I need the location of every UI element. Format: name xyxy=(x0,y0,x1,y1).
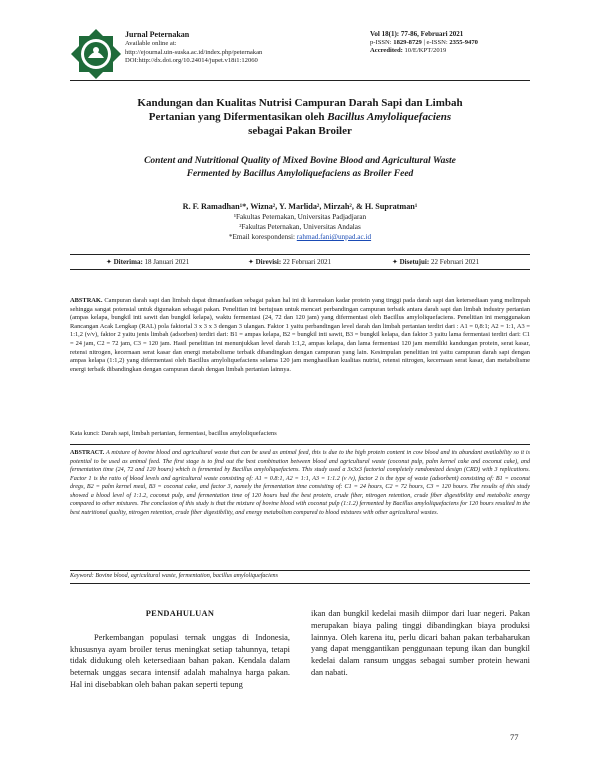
journal-url[interactable]: http://ejournal.uin-suska.ac.id/index.php/peternakan xyxy=(125,48,263,56)
article-dates xyxy=(70,254,530,270)
keywords-english: Keyword: Bovine blood, agricultural waste, fermentation, bacillus amyloliquefaciens xyxy=(70,573,278,579)
abstract-divider-top xyxy=(70,444,530,445)
page-number: 77 xyxy=(510,732,519,742)
doi-link[interactable]: DOI:http://dx.doi.org/10.24014/jupet.v18i1:12060 xyxy=(125,57,258,65)
accreditation-line: Accredited: 10/E/KPT/2019 xyxy=(370,47,447,55)
abstract-divider-bottom xyxy=(70,583,530,584)
diamond-bullet-icon: ✦ xyxy=(248,258,256,266)
issue-info xyxy=(370,30,478,56)
issn-line: p-ISSN: 1829-8729 | e-ISSN: 2355-9470 xyxy=(370,38,478,46)
journal-title: Jurnal Peternakan xyxy=(125,30,190,39)
email-link[interactable]: rahmad.fani@unpad.ac.id xyxy=(296,233,372,241)
affiliation-1: ¹Fakultas Peternakan, Universitas Padjadjaran xyxy=(233,213,367,221)
body-column-right xyxy=(311,608,530,679)
volume-info: Vol 18(1): 77-86, Februari 2021 xyxy=(370,30,464,38)
accepted-date: ✦ Disetujui: 22 Februari 2021 xyxy=(392,258,480,266)
header-rule xyxy=(70,80,530,81)
revised-date: ✦ Direvisi: 22 Februari 2021 xyxy=(248,258,332,266)
abstract-english: ABSTRACT. A mixture of bovine blood and agricultural waste that can be used as animal feed, this is due to the high protein content in cow blood and its abundant availability so it is potential to be used as animal feed. The first stage is to find out the best combination between blood and agricultural waste (coconut pulp, palm kernel cake and coconut cake), and fermentation time (24, 72 and 120 hours) which is fermented by Bacillus amyloliquefaciens. This study used a 3x3x3 factorial completely randomized design (CRD) with 3 replications. Factor 1 is the ratio of blood levels and agricultural waste consisting of: A1 = 0.8:1, A2 = 1:1, A3 = 1:1.2 (v /v), factor 2 is the type of waste (adsorbent) consisting of: B1 = coconut dregs, B2 = palm kernel meal, B3 = coconut cake, and factor 3, namely the fermentation time consisting of: C1 = 24 hours, C2 = 72 hours, C3 = 120 hours. The results of this study showed a blood level of 1:1.2, coconut pulp, and fermentation time of 120 hours had the best protein, crude fiber, nitrogen retention, crude fiber digestibility and metabolic energy compared to other mixtures. The conclusion of this study is that the mixture of bovine blood with coconut pulp (1:1.2) fermented by Bacillus amyloliquefaciens for 120 hours resulted in the best nutritional quality, nitrogen retention, crude fiber digestibility, and energy metabolism compared to blood mixtures with other agricultural wastes. xyxy=(70,450,530,516)
journal-logo-icon xyxy=(70,28,122,80)
section-heading: PENDAHULUAN xyxy=(145,609,215,618)
kata-kunci: Kata kunci: Darah sapi, limbah pertanian, fermentasi, bacillus amyloliquefaciens xyxy=(70,430,277,437)
intro-paragraph-left: Perkembangan populasi ternak unggas di Indonesia, khususnya ayam broiler terus meningkat setiap tahunnya, tetapi tidak didukung oleh ketersediaan bahan pakan. Kendala dalam beternak unggas secara intensif adalah mahalnya harga pakan. Hal ini disebabkan oleh bahan pakan seperti tepung xyxy=(70,632,290,689)
journal-info xyxy=(125,30,262,66)
correspondence-email: *Email korespondensi: rahmad.fani@unpad.ac.id xyxy=(228,233,372,241)
affiliation-2: ²Fakultas Peternakan, Universitas Andalas xyxy=(239,223,361,231)
intro-paragraph-right: ikan dan bungkil kedelai masih diimpor dari luar negeri. Pakan merupakan biaya paling tinggi dibandingkan biaya produksi lainnya. Oleh karena itu, perlu dicari bahan pakan terbaharukan yang dapat menggantikan penggunaan tepung ikan dan bungkil kedelai dalam ransum unggas sebagai sumber protein hewani dan nabati. xyxy=(311,609,530,677)
available-online: Available online at: xyxy=(125,40,177,47)
diamond-bullet-icon: ✦ xyxy=(392,258,400,266)
title-english: Content and Nutritional Quality of Mixed Bovine Blood and Agricultural Waste Fermented by Bacillus Amyloliquefaciens as Broiler Feed xyxy=(144,156,456,179)
received-date: ✦ Diterima: 18 Januari 2021 xyxy=(106,258,190,266)
abstract-divider-mid xyxy=(70,570,530,571)
diamond-bullet-icon: ✦ xyxy=(106,258,114,266)
author-list: R. F. Ramadhan¹*, Wizna², Y. Marlida², Mirzah², & H. Supratman¹ xyxy=(182,202,418,211)
abstrak-indonesian: ABSTRAK. Campuran darah sapi dan limbah dapat dimanfaatkan sebagai pakan hal ini di karenakan kadar protein yang tinggi pada darah sapi dan ketersediaan yang melimpah sehingga sangat potensial untuk digunakan sebagai pakan. Penelitian ini bertujuan untuk mencari perbandingan campuran terbaik antara darah sapi dan limbah industry pertanian (ampas kelapa, bungkil inti sawit dan bungkil kelapa), waktu fermentasi (24, 72 dan 120 jam) yang difermentasi oleh Bacillus amyloliquefaciens. Penelitian ini menggunakan Rancangan Acak Lengkap (RAL) pola faktorial 3 x 3 x 3 dengan 3 ulangan. Faktor 1 yaitu perbandingan level darah dan limbah pertanian terdiri dari : A1 = 0,8:1; A2 = 1:1, A3 = 1:1,2 (v/v), faktor 2 yaitu jenis limbah (adsorben) terdiri dari: B1 = ampas kelapa, B2 = bungkil inti sawit, B3 = bungkil kelapa, dan faktor 3 yaitu lama fermentasi terdiri dari: C1 = 24 jam, C2 = 72 jam, C3 = 120 jam. Hasil penelitian ini menunjukkan level darah 1:1,2, ampas kelapa, dan lama fermentasi 120 jam memiliki kandungan protein, serat kasar, retensi nitrogen, kecernaan serat kasar dan energi metabolisme terbaik dibandingkan dengan campuran yang lain. Kesimpulan penelitian ini yaitu campuran darah sapi dengan ampas kelapa (1:1,2) yang difermentasi oleh Bacillus amyloliquefaciens selama 120 jam menghasilkan kualitas nutrisi, retensi nitrogen, kecernaan serat kasar, dan metabolisme energi terbaik dibandingkan dengan campuran darah dengan limbah pertanian lainnya. xyxy=(70,297,530,373)
title-indonesian: Kandungan dan Kualitas Nutrisi Campuran Darah Sapi dan Limbah Pertanian yang Difermentasikan oleh Bacillus Amyloliquefaciens sebagai Pakan Broiler xyxy=(137,97,463,137)
body-column-left xyxy=(70,608,290,691)
